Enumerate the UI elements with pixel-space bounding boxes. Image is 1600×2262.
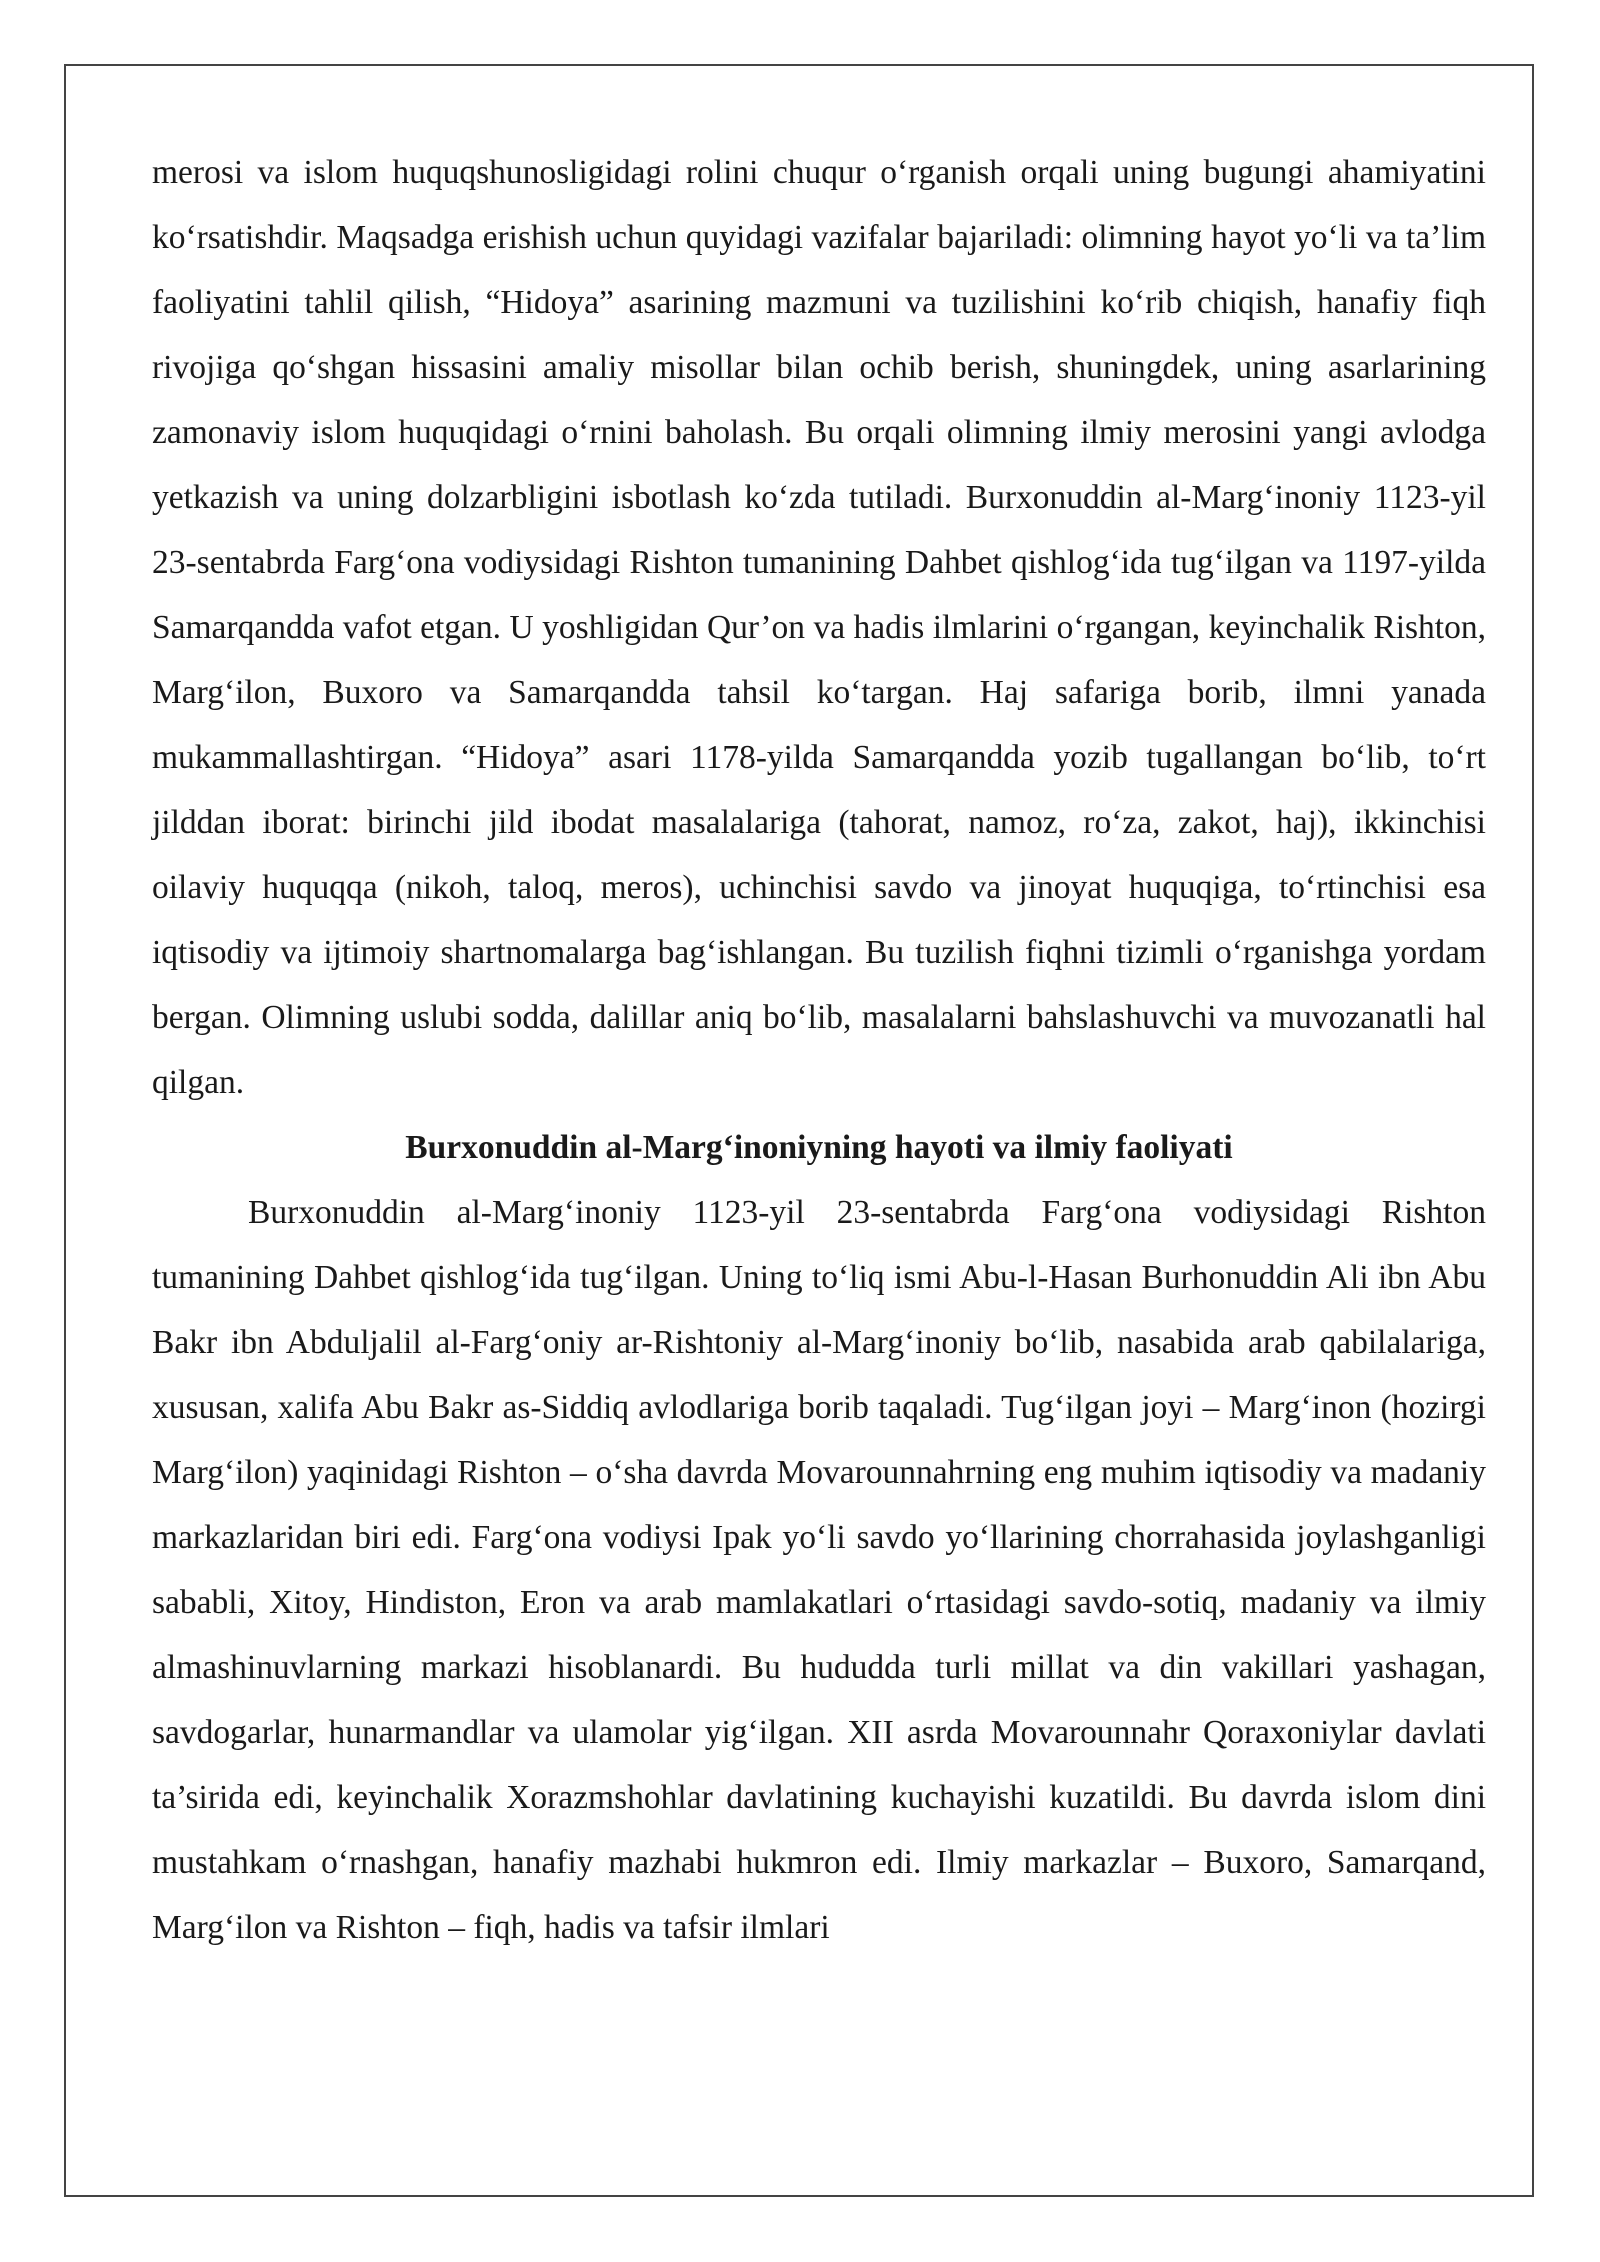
intro-paragraph: merosi va islom huquqshunosligidagi rolini chuqur o‘rganish orqali uning bugungi ahamiyatini ko‘rsatishdir. Maqsadga erishish uchun quyidagi vazifalar bajariladi: olimning hayot yo‘li va ta’lim faoliyatini tahlil qilish, “Hidoya” asarining mazmuni va tuzilishini ko‘rib chiqish, hanafiy fiqh rivojiga qo‘shgan hissasini amaliy misollar bilan ochib berish, shuningdek, uning asarlarining zamonaviy islom huquqidagi o‘rnini baholash. Bu orqali olimning ilmiy merosini yangi avlodga yetkazish va uning dolzarbligini isbotlash ko‘zda tutiladi. Burxonuddin al-Marg‘inoniy 1123-yil 23-sentabrda Farg‘ona vodiysidagi Rishton tumanining Dahbet qishlog‘ida tug‘ilgan va 1197-yilda Samarqandda vafot etgan. U yoshligidan Qur’on va hadis ilmlarini o‘rgangan, keyinchalik Rishton, Marg‘ilon, Buxoro va Samarqandda tahsil ko‘targan. Haj safariga borib, ilmni yanada mukammallashtirgan. “Hidoya” asari 1178-yilda Samarqandda yozib tugallangan bo‘lib, to‘rt jilddan iborat: birinchi jild ibodat masalalariga (tahorat, namoz, ro‘za, zakot, haj), ikkinchisi oilaviy huquqqa (nikoh, taloq, meros), uchinchisi savdo va jinoyat huquqiga, to‘rtinchisi esa iqtisodiy va ijtimoiy shartnomalarga bag‘ishlangan. Bu tuzilish fiqhni tizimli o‘rganishga yordam bergan. Olimning uslubi sodda, dalillar aniq bo‘lib, masalalarni bahslashuvchi va muvozanatli hal qilgan. [152,154,1486,1101]
document-body [152,140,1486,1960]
biography-paragraph: Burxonuddin al-Marg‘inoniy 1123-yil 23-sentabrda Farg‘ona vodiysidagi Rishton tumanining Dahbet qishlog‘ida tug‘ilgan. Uning to‘liq ismi Abu-l-Hasan Burhonuddin Ali ibn Abu Bakr ibn Abduljalil al-Farg‘oniy ar-Rishtoniy al-Marg‘inoniy bo‘lib, nasabida arab qabilalariga, xususan, xalifa Abu Bakr as-Siddiq avlodlariga borib taqaladi. Tug‘ilgan joyi – Marg‘inon (hozirgi Marg‘ilon) yaqinidagi Rishton – o‘sha davrda Movarounnahrning eng muhim iqtisodiy va madaniy markazlaridan biri edi. Farg‘ona vodiysi Ipak yo‘li savdo yo‘llarining chorrahasida joylashganligi sababli, Xitoy, Hindiston, Eron va arab mamlakatlari o‘rtasidagi savdo-sotiq, madaniy va ilmiy almashinuvlarning markazi hisoblanardi. Bu hududda turli millat va din vakillari yashagan, savdogarlar, hunarmandlar va ulamolar yig‘ilgan. XII asrda Movarounnahr Qoraxoniylar davlati ta’sirida edi, keyinchalik Xorazmshohlar davlatining kuchayishi kuzatildi. Bu davrda islom dini mustahkam o‘rnashgan, hanafiy mazhabi hukmron edi. Ilmiy markazlar – Buxoro, Samarqand, Marg‘ilon va Rishton – fiqh, hadis va tafsir ilmlari [152,1194,1486,1946]
section-heading: Burxonuddin al-Marg‘inoniyning hayoti va ilmiy faoliyati [405,1129,1233,1166]
